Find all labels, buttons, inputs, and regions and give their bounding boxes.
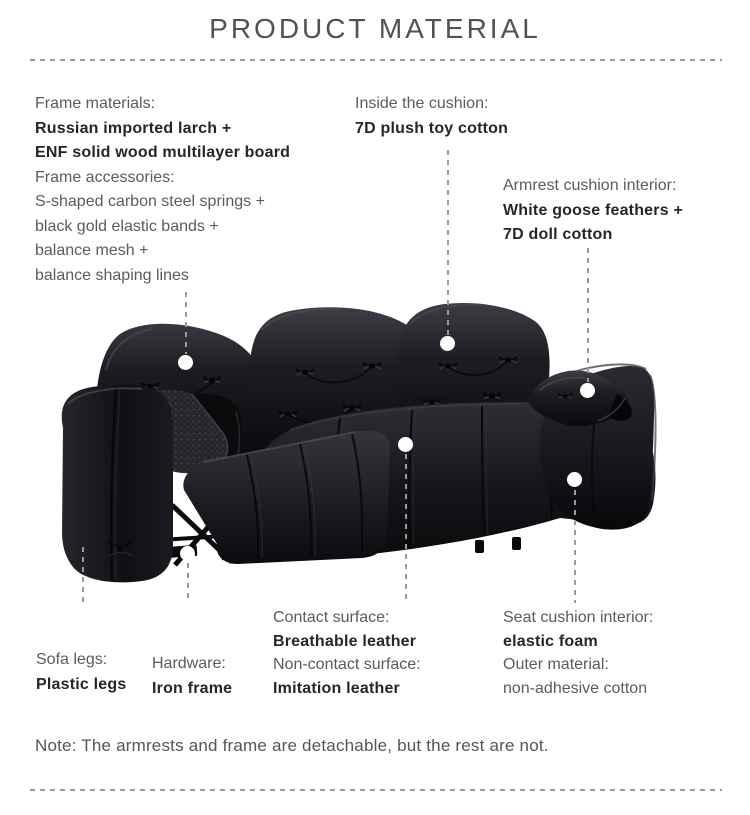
sofa-legs-label: Sofa legs: [36,651,108,668]
page-title: PRODUCT MATERIAL [209,13,541,44]
leader-inside-cushion [447,150,449,335]
inside-cushion-value: 7D plush toy cotton [355,119,509,137]
leader-armrest-cushion [587,248,589,382]
frame-materials-value: Russian imported larch + [35,119,232,137]
dot-inside-cushion [440,336,455,351]
sofa-foot-right [611,514,627,528]
outer-material-value: non-adhesive cotton [503,679,648,697]
leader-hardware [187,563,189,603]
hardware-label: Hardware: [152,655,226,672]
armrest-cushion-label: Armrest cushion interior: [503,177,677,194]
leader-frame-materials [185,292,187,354]
callout-sofa-legs [36,648,126,697]
frame-accessories-item: black gold elastic bands + [35,217,219,235]
frame-accessories-item: balance mesh + [35,242,149,259]
non-contact-surface-value: Imitation leather [273,679,400,697]
seat-cushion-value: elastic foam [503,632,598,650]
dot-seat-cushion [567,472,582,487]
frame-accessories-item: S-shaped carbon steel springs + [35,193,265,210]
frame-accessories-label: Frame accessories: [35,168,175,186]
seat-cushion-label: Seat cushion interior: [503,609,654,626]
callout-inside-cushion [355,92,508,141]
dot-frame-materials [178,355,193,370]
leader-contact-surface [405,454,407,603]
inside-cushion-label: Inside the cushion: [355,95,489,112]
leader-sofa-legs [82,547,84,603]
dot-contact-surface [398,437,413,452]
armrest-cushion-value: 7D doll cotton [503,226,613,243]
frame-accessories-item: balance shaping lines [35,266,189,284]
leader-seat-cushion [574,490,576,603]
left-armrest [62,384,173,582]
hardware-value: Iron frame [152,679,233,697]
divider-bottom [30,789,722,791]
note-text: Note: The armrests and frame are detachable, but the rest are not. [35,736,549,755]
sofa-legs-value: Plastic legs [36,675,127,693]
dot-hardware [180,546,195,561]
callout-frame [35,92,290,288]
non-contact-surface-label: Non-contact surface: [273,656,421,673]
callout-hardware [152,652,232,701]
frame-materials-label: Frame materials: [35,95,156,112]
callout-contact-surface [273,606,421,700]
callout-armrest-cushion [503,174,683,248]
contact-surface-label: Contact surface: [273,609,390,626]
armrest-cushion-value: White goose feathers + [503,201,683,219]
callout-seat-cushion [503,606,653,700]
frame-materials-value: ENF solid wood multilayer board [35,144,291,161]
dot-armrest-cushion [580,383,595,398]
contact-surface-value: Breathable leather [273,632,417,650]
outer-material-label: Outer material: [503,656,609,673]
seat-under-knobs [475,537,521,553]
